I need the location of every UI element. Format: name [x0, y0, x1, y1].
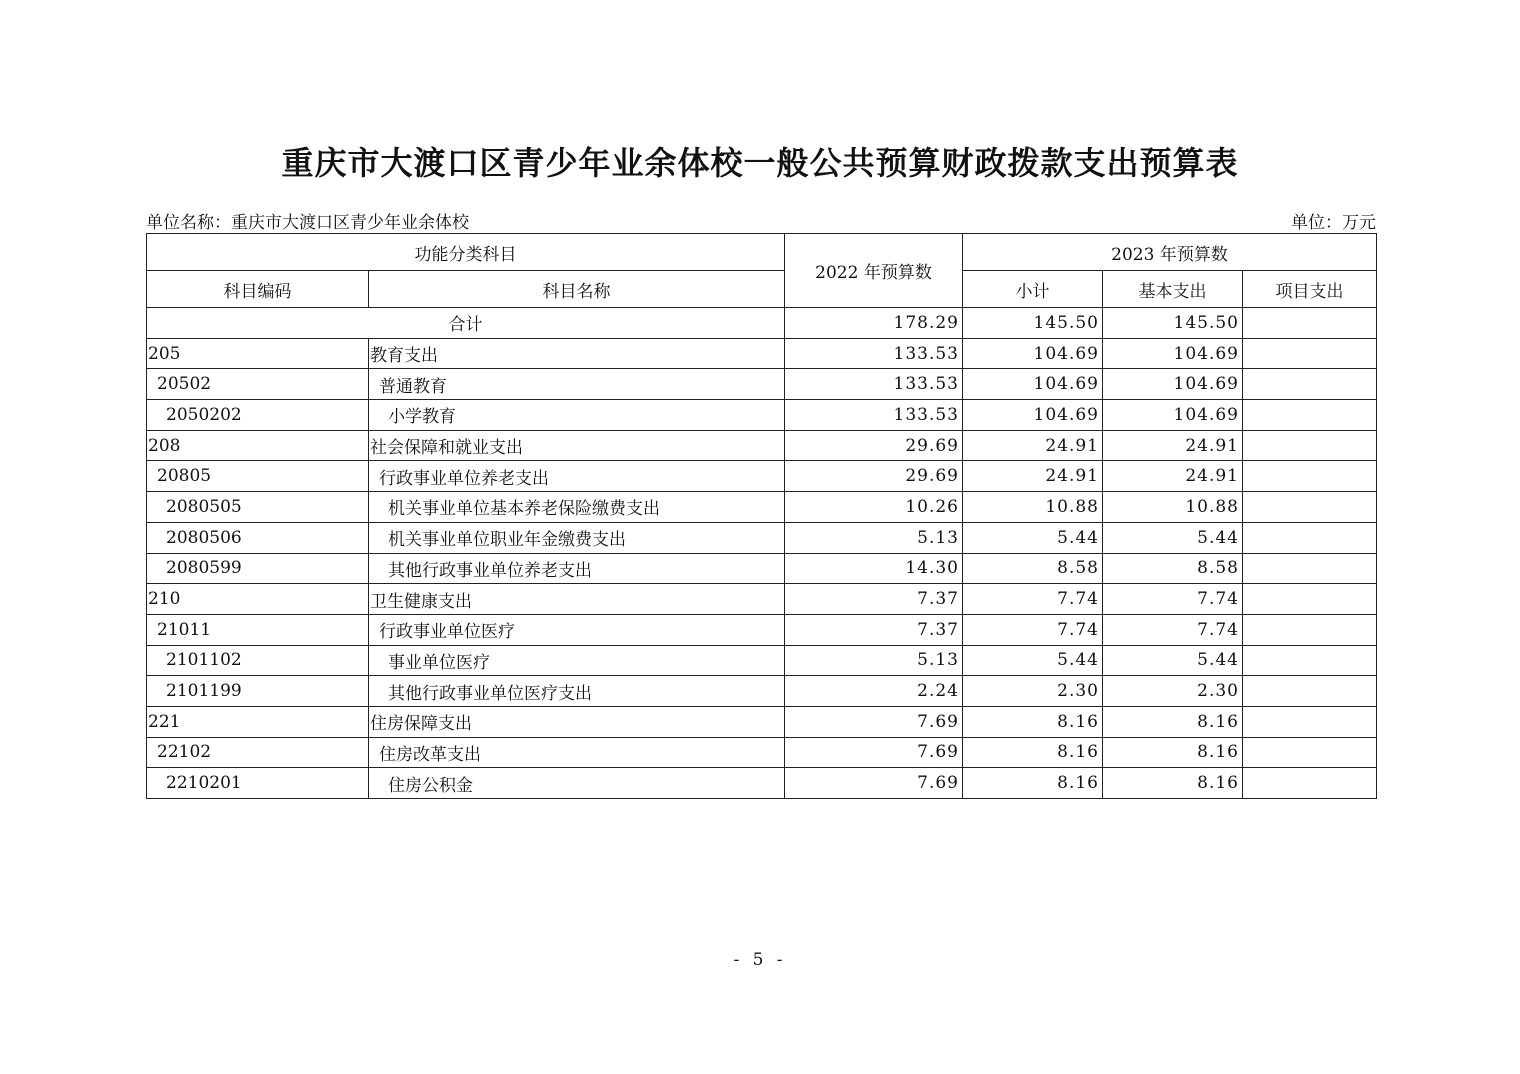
row-code: 210 [147, 584, 369, 615]
row-code: 2080599 [147, 553, 369, 584]
row-project [1243, 430, 1377, 461]
table-row [147, 430, 1377, 461]
row-budget-2022: 7.69 [785, 768, 963, 799]
row-subtotal: 8.16 [963, 768, 1103, 799]
row-subtotal: 8.58 [963, 553, 1103, 584]
row-name: 事业单位医疗 [369, 645, 785, 676]
row-subtotal: 5.44 [963, 645, 1103, 676]
row-subtotal: 24.91 [963, 430, 1103, 461]
row-code: 221 [147, 706, 369, 737]
table-row [147, 553, 1377, 584]
row-name: 教育支出 [369, 338, 785, 369]
row-name: 住房保障支出 [369, 706, 785, 737]
row-basic: 7.74 [1103, 584, 1243, 615]
row-budget-2022: 5.13 [785, 645, 963, 676]
header-code: 科目编码 [147, 271, 369, 308]
table-row [147, 676, 1377, 707]
row-name: 其他行政事业单位养老支出 [369, 553, 785, 584]
row-name: 社会保障和就业支出 [369, 430, 785, 461]
row-project [1243, 706, 1377, 737]
row-project [1243, 645, 1377, 676]
table-row [147, 614, 1377, 645]
row-basic: 104.69 [1103, 338, 1243, 369]
row-project [1243, 737, 1377, 768]
row-name: 卫生健康支出 [369, 584, 785, 615]
row-basic: 104.69 [1103, 400, 1243, 431]
table-meta [146, 208, 1376, 232]
table-row [147, 492, 1377, 523]
row-subtotal: 7.74 [963, 614, 1103, 645]
row-basic: 5.44 [1103, 645, 1243, 676]
table-row [147, 400, 1377, 431]
table-row [147, 369, 1377, 400]
row-name: 行政事业单位医疗 [369, 614, 785, 645]
currency-unit-label: 单位：万元 [1291, 213, 1376, 233]
row-budget-2022: 133.53 [785, 369, 963, 400]
row-code: 2210201 [147, 768, 369, 799]
total-row [147, 308, 1377, 339]
row-budget-2022: 133.53 [785, 338, 963, 369]
row-budget-2022: 5.13 [785, 522, 963, 553]
row-name: 住房公积金 [369, 768, 785, 799]
row-name: 机关事业单位职业年金缴费支出 [369, 522, 785, 553]
row-code: 2050202 [147, 400, 369, 431]
table-row [147, 522, 1377, 553]
header-budget-2023: 2023 年预算数 [963, 234, 1377, 271]
row-subtotal: 104.69 [963, 400, 1103, 431]
table-row [147, 338, 1377, 369]
row-project [1243, 614, 1377, 645]
header-row-1 [147, 234, 1377, 271]
row-basic: 8.16 [1103, 768, 1243, 799]
row-budget-2022: 10.26 [785, 492, 963, 523]
row-code: 22102 [147, 737, 369, 768]
row-name: 其他行政事业单位医疗支出 [369, 676, 785, 707]
row-basic: 5.44 [1103, 522, 1243, 553]
header-row-2 [147, 271, 1377, 308]
row-project [1243, 584, 1377, 615]
row-project [1243, 553, 1377, 584]
header-function-category: 功能分类科目 [147, 234, 785, 271]
row-subtotal: 8.16 [963, 737, 1103, 768]
table-row [147, 461, 1377, 492]
table-row [147, 706, 1377, 737]
row-project [1243, 768, 1377, 799]
row-project [1243, 522, 1377, 553]
row-basic: 8.16 [1103, 737, 1243, 768]
header-budget-2022: 2022 年预算数 [785, 234, 963, 308]
row-budget-2022: 7.37 [785, 614, 963, 645]
row-basic: 2.30 [1103, 676, 1243, 707]
row-code: 2080505 [147, 492, 369, 523]
unit-name-label: 单位名称：重庆市大渡口区青少年业余体校 [146, 213, 469, 233]
row-subtotal: 2.30 [963, 676, 1103, 707]
row-subtotal: 104.69 [963, 338, 1103, 369]
row-basic: 8.58 [1103, 553, 1243, 584]
row-basic: 10.88 [1103, 492, 1243, 523]
total-project [1243, 308, 1377, 339]
row-project [1243, 338, 1377, 369]
row-subtotal: 5.44 [963, 522, 1103, 553]
row-budget-2022: 133.53 [785, 400, 963, 431]
row-basic: 24.91 [1103, 461, 1243, 492]
row-code: 208 [147, 430, 369, 461]
row-code: 2101102 [147, 645, 369, 676]
row-budget-2022: 7.69 [785, 737, 963, 768]
row-code: 205 [147, 338, 369, 369]
total-subtotal: 145.50 [963, 308, 1103, 339]
row-project [1243, 676, 1377, 707]
row-basic: 8.16 [1103, 706, 1243, 737]
header-name: 科目名称 [369, 271, 785, 308]
row-code: 2101199 [147, 676, 369, 707]
document-title: 重庆市大渡口区青少年业余体校一般公共预算财政拨款支出预算表 [281, 144, 1239, 182]
row-name: 小学教育 [369, 400, 785, 431]
row-name: 普通教育 [369, 369, 785, 400]
row-subtotal: 104.69 [963, 369, 1103, 400]
row-basic: 104.69 [1103, 369, 1243, 400]
header-basic: 基本支出 [1103, 271, 1243, 308]
row-code: 20502 [147, 369, 369, 400]
row-budget-2022: 2.24 [785, 676, 963, 707]
row-budget-2022: 7.69 [785, 706, 963, 737]
page-number: - 5 - [733, 950, 787, 970]
row-code: 20805 [147, 461, 369, 492]
total-budget-2022: 178.29 [785, 308, 963, 339]
header-project: 项目支出 [1243, 271, 1377, 308]
row-basic: 24.91 [1103, 430, 1243, 461]
row-name: 住房改革支出 [369, 737, 785, 768]
row-subtotal: 8.16 [963, 706, 1103, 737]
row-project [1243, 369, 1377, 400]
row-budget-2022: 29.69 [785, 430, 963, 461]
row-project [1243, 492, 1377, 523]
row-project [1243, 461, 1377, 492]
budget-table [146, 233, 1377, 799]
row-budget-2022: 7.37 [785, 584, 963, 615]
row-project [1243, 400, 1377, 431]
table-row [147, 584, 1377, 615]
row-subtotal: 10.88 [963, 492, 1103, 523]
row-subtotal: 7.74 [963, 584, 1103, 615]
row-code: 21011 [147, 614, 369, 645]
total-label: 合计 [147, 308, 785, 339]
table-body [147, 308, 1377, 799]
row-name: 机关事业单位基本养老保险缴费支出 [369, 492, 785, 523]
table-row [147, 737, 1377, 768]
header-subtotal: 小计 [963, 271, 1103, 308]
table-header [147, 234, 1377, 308]
row-basic: 7.74 [1103, 614, 1243, 645]
row-subtotal: 24.91 [963, 461, 1103, 492]
table-row [147, 645, 1377, 676]
table-row [147, 768, 1377, 799]
row-budget-2022: 29.69 [785, 461, 963, 492]
total-basic: 145.50 [1103, 308, 1243, 339]
row-code: 2080506 [147, 522, 369, 553]
row-name: 行政事业单位养老支出 [369, 461, 785, 492]
row-budget-2022: 14.30 [785, 553, 963, 584]
